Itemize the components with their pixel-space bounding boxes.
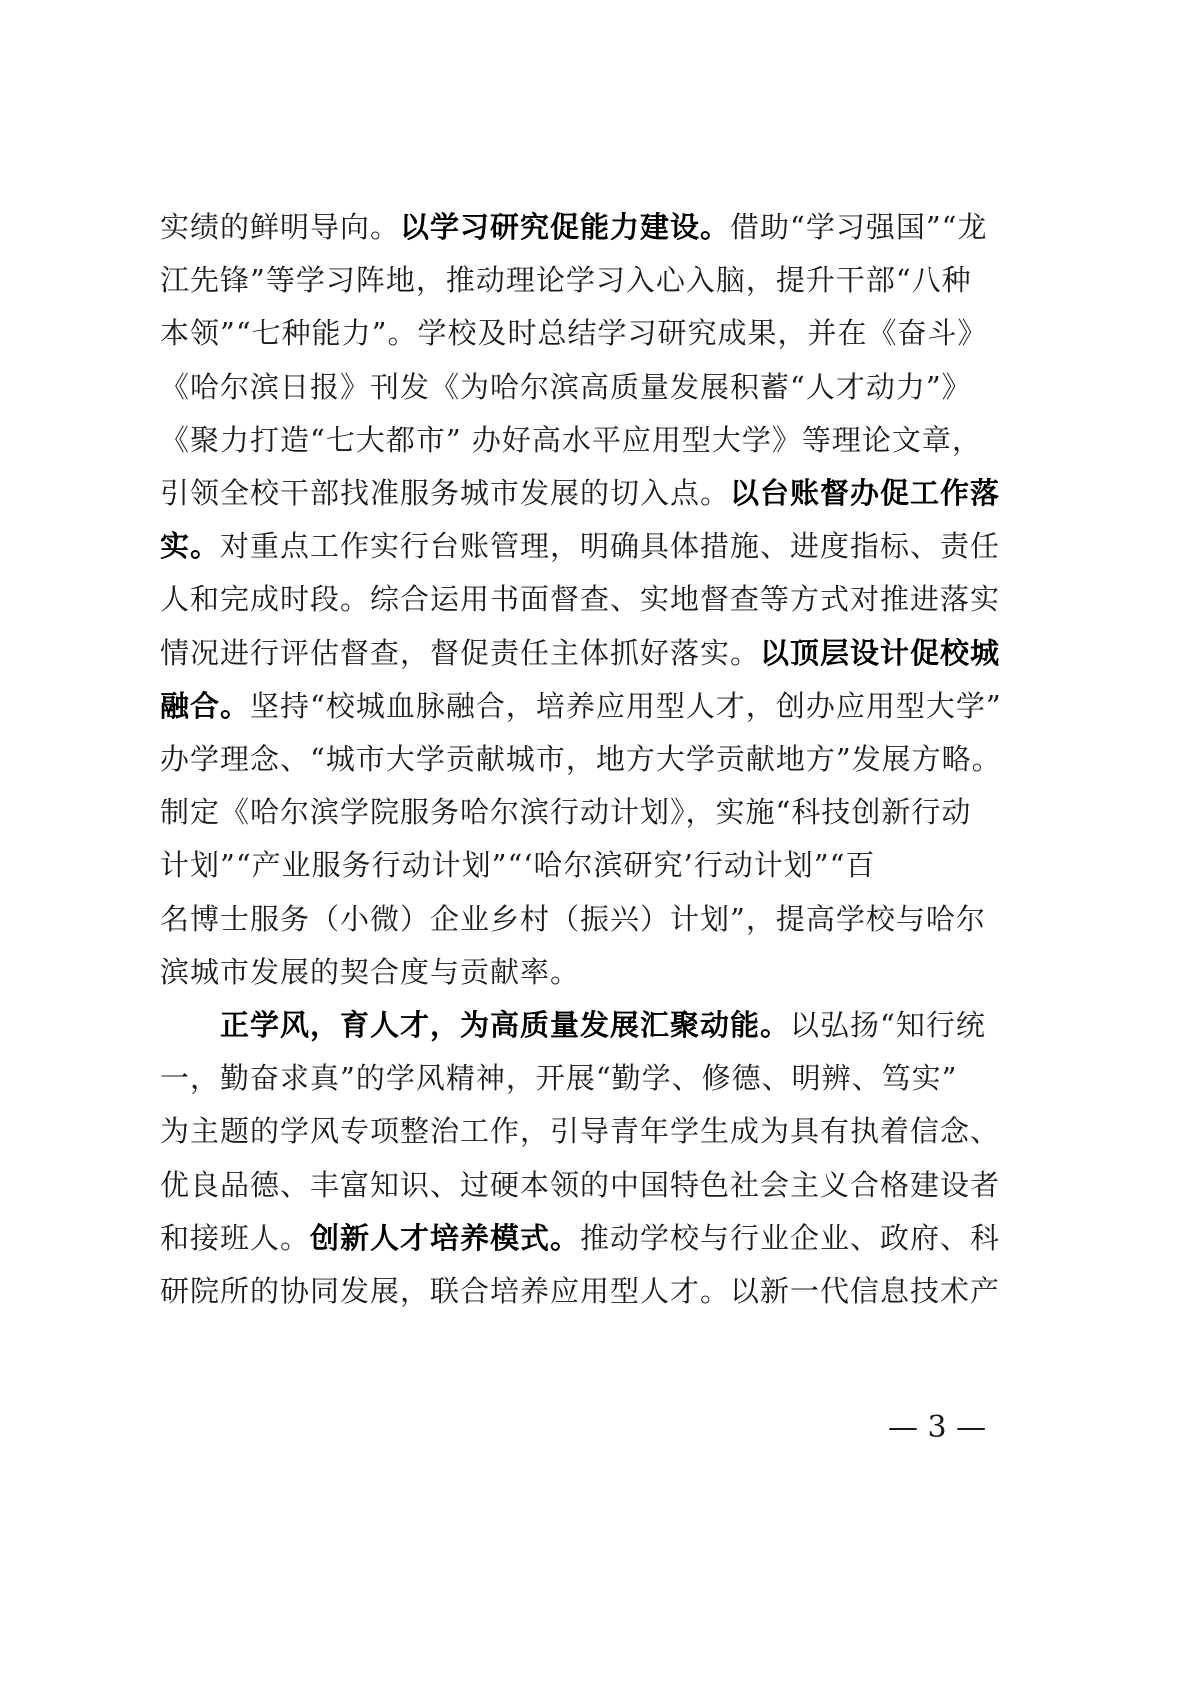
text-segment: 情况进行评估督查，督促责任主体抓好落实。 bbox=[160, 636, 761, 670]
text-segment: 坚持“校城血脉融合，培养应用型人才，创办应用型大学” bbox=[250, 689, 1002, 723]
text-segment: 人和完成时段。综合运用书面督查、实地督查等方式对推进落实 bbox=[160, 582, 1001, 616]
text-segment: 推动学校与行业企业、政府、科 bbox=[580, 1221, 1001, 1255]
text-line bbox=[160, 410, 1040, 470]
text-segment: 优良品德、丰富知识、过硬本领的中国特色社会主义合格建设者 bbox=[160, 1168, 1001, 1202]
text-segment: 制定《哈尔滨学院服务哈尔滨行动计划》，实施“科技创新行动 bbox=[160, 795, 972, 829]
text-segment: 江先锋”等学习阵地，推动理论学习入心入脑，提升干部“八种 bbox=[160, 263, 972, 297]
text-line bbox=[160, 835, 1040, 895]
text-line bbox=[160, 729, 1040, 789]
text-line bbox=[160, 516, 1040, 576]
text-line bbox=[160, 1048, 1040, 1108]
text-segment: 引领全校干部找准服务城市发展的切入点。 bbox=[160, 476, 731, 510]
text-segment: 本领”“七种能力”。学校及时总结学习研究成果，并在《奋斗》 bbox=[160, 316, 988, 350]
text-segment: 办学理念、“城市大学贡献城市，地方大学贡献地方”发展方略。 bbox=[160, 742, 1002, 776]
bold-heading-text: 实。 bbox=[160, 529, 221, 563]
text-line bbox=[160, 1261, 1040, 1321]
text-line bbox=[160, 1155, 1040, 1215]
text-line bbox=[160, 250, 1040, 310]
text-segment: 研院所的协同发展，联合培养应用型人才。以新一代信息技术产 bbox=[160, 1274, 1001, 1308]
page-number: — 3 — bbox=[888, 1410, 987, 1445]
text-segment: 滨城市发展的契合度与贡献率。 bbox=[160, 955, 581, 989]
text-line bbox=[160, 569, 1040, 629]
text-line bbox=[160, 942, 1040, 1002]
text-line bbox=[160, 463, 1040, 523]
bold-heading-text: 以顶层设计促校城 bbox=[760, 636, 1001, 670]
text-segment: 为主题的学风专项整治工作，引导青年学生成为具有执着信念、 bbox=[160, 1114, 1001, 1148]
text-line bbox=[160, 676, 1040, 736]
text-segment: 计划”“产业服务行动计划”“‘哈尔滨研究’行动计划”“百 bbox=[160, 848, 876, 882]
text-segment: 《聚力打造“七大都市” 办好高水平应用型大学》等理论文章， bbox=[160, 423, 982, 457]
text-segment: 和接班人。 bbox=[160, 1221, 311, 1255]
text-line bbox=[160, 1208, 1040, 1268]
bold-heading-text: 创新人才培养模式。 bbox=[310, 1221, 581, 1255]
text-segment: 实绩的鲜明导向。 bbox=[160, 210, 401, 244]
bold-heading-text: 正学风，育人才，为高质量发展汇聚动能。 bbox=[220, 1008, 791, 1042]
text-line bbox=[160, 1101, 1040, 1161]
text-segment bbox=[160, 1008, 220, 1042]
bold-heading-text: 融合。 bbox=[160, 689, 251, 723]
text-line bbox=[160, 782, 1040, 842]
bold-heading-text: 以学习研究促能力建设。 bbox=[400, 210, 731, 244]
text-line bbox=[160, 197, 1040, 257]
text-segment: 以弘扬“知行统 bbox=[790, 1008, 986, 1042]
text-line bbox=[160, 889, 1040, 949]
text-line bbox=[160, 623, 1040, 683]
text-segment: 对重点工作实行台账管理，明确具体措施、进度指标、责任 bbox=[220, 529, 1001, 563]
text-line bbox=[160, 303, 1040, 363]
text-line bbox=[160, 995, 1040, 1055]
text-line bbox=[160, 357, 1040, 417]
text-segment: 一，勤奋求真”的学风精神，开展“勤学、修德、明辨、笃实” bbox=[160, 1061, 958, 1095]
text-segment: 借助“学习强国”“龙 bbox=[730, 210, 988, 244]
text-segment: 名博士服务（小微）企业乡村（振兴）计划”，提高学校与哈尔 bbox=[160, 902, 986, 936]
text-segment: 《哈尔滨日报》刊发《为哈尔滨高质量发展积蓄“人才动力”》 bbox=[160, 370, 972, 404]
bold-heading-text: 以台账督办促工作落 bbox=[730, 476, 1001, 510]
